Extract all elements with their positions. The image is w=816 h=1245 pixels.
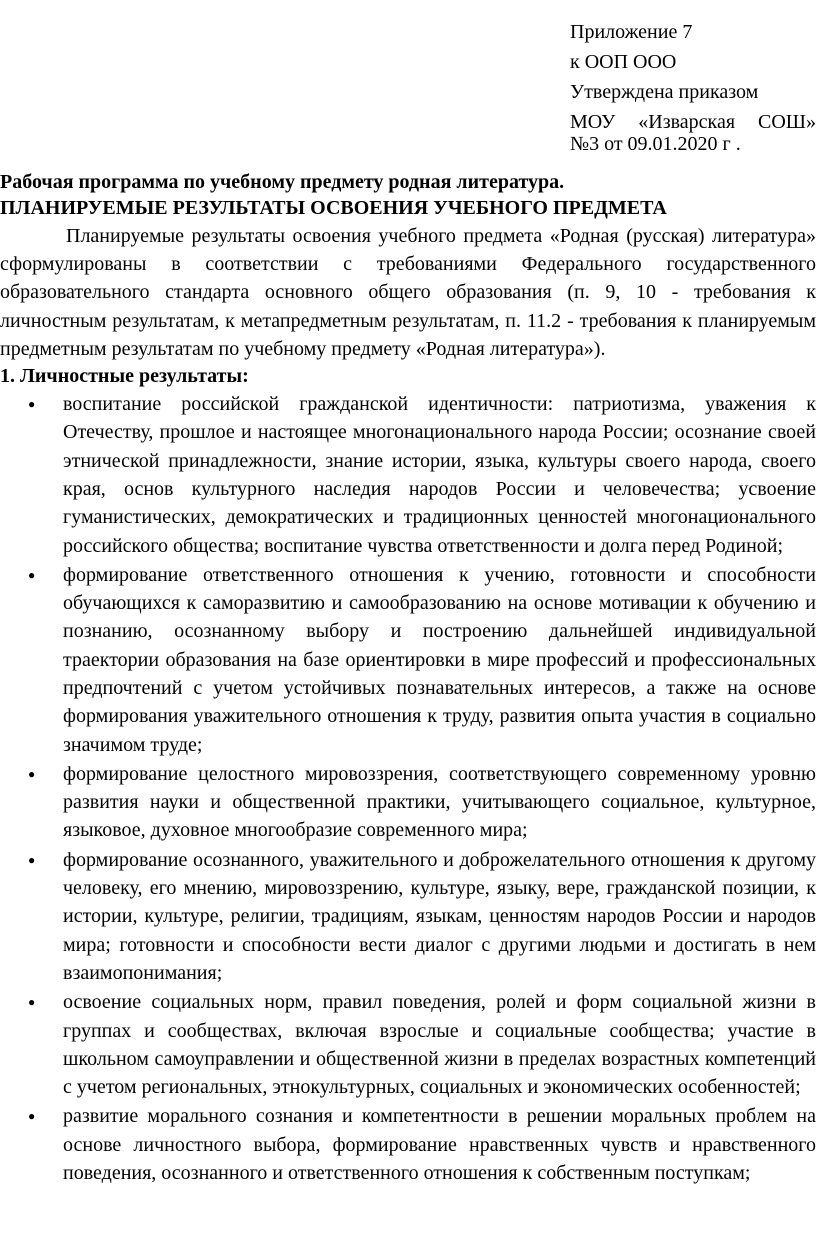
appendix-label: Приложение 7 (570, 21, 693, 43)
list-item (0, 760, 816, 845)
order-line: №3 от 09.01.2020 г . (570, 133, 741, 155)
list-item-text: развитие морального сознания и компетентности в решении моральных проблем на основе личностного выбора, формирование нравственных чувств и нравственного поведения, осознанного и ответственного отношения к собственным поступкам; (63, 1105, 816, 1185)
org-part-3: СОШ» (758, 111, 816, 133)
org-part-2: «Изварская (638, 111, 736, 133)
list-item-text: формирование ответственного отношения к учению, готовности и способности обучающихся к саморазвитию и самообразованию на основе мотивации к обучению и познанию, осознанному выбору и построению дальнейшей индивидуальной траектории образования на базе ориентировки в мире профессий и профессиональных предпочтений с учетом устойчивых познавательных интересов, а также на основе формирования уважительного отношения к труду, развития опыта участия в социально значимом труде; (63, 563, 816, 756)
personal-results-list (0, 390, 816, 1187)
org-part-1: МОУ (570, 111, 616, 133)
approval-header (570, 17, 816, 155)
bullet-icon: ● (28, 852, 36, 867)
list-item (0, 561, 816, 759)
bullet-icon: ● (28, 995, 36, 1010)
bullet-icon: ● (28, 766, 36, 781)
list-item-text: формирование целостного мировоззрения, соответствующего современному уровню развития науки и общественной практики, учитывающего социальное, культурное, языковое, духовное многообразие современного мира; (63, 762, 816, 842)
program-label: к ООП ООО (570, 51, 677, 73)
list-item-text: формирование осознанного, уважительного и доброжелательного отношения к другому человеку, его мнению, мировоззрению, культуре, языку, вере, гражданской позиции, к истории, культуре, религии, традициям, языкам, ценностям народов России и народов мира; готовности и способности вести диалог с другими людьми и достигать в нем взаимопонимания; (63, 848, 816, 984)
list-item (0, 1102, 816, 1187)
bullet-icon: ● (28, 1109, 36, 1124)
list-item (0, 988, 816, 1101)
section-title: ПЛАНИРУЕМЫЕ РЕЗУЛЬТАТЫ ОСВОЕНИЯ УЧЕБНОГО ПРЕДМЕТА (0, 197, 667, 219)
list-item (0, 390, 816, 560)
bullet-icon: ● (28, 567, 36, 582)
list-item (0, 846, 816, 987)
document-title: Рабочая программа по учебному предмету родная литература. (0, 171, 565, 193)
intro-paragraph: Планируемые результаты освоения учебного предмета «Родная (русская) литература» сформулированы в соответствии с требованиями Федерального государственного образовательного стандарта основного общего образования (п. 9, 10 - требования к личностным результатам, к метапредметным результатам, п. 11.2 - требования к планируемым предметным результатам по учебному предмету «Родная литература»). (0, 225, 816, 360)
list-item-text: воспитание российской гражданской идентичности: патриотизма, уважения к Отечеству, прошлое и настоящее многонационального народа России; осознание своей этнической принадлежности, знание истории, языка, культуры своего народа, своего края, основ культурного наследия народов России и человечества; усвоение гуманистических, демократических и традиционных ценностей многонационального российского общества; воспитание чувства ответственности и долга перед Родиной; (63, 393, 816, 557)
subsection-title: 1. Личностные результаты: (0, 365, 249, 388)
bullet-icon: ● (28, 397, 36, 412)
document-body (0, 169, 816, 1188)
approval-label: Утверждена приказом (570, 81, 759, 103)
list-item-text: освоение социальных норм, правил поведения, ролей и форм социальной жизни в группах и сообществах, включая взрослые и социальные сообщества; участие в школьном самоуправлении и общественной жизни в пределах возрастных компетенций с учетом региональных, этнокультурных, социальных и экономических особенностей; (63, 991, 816, 1099)
